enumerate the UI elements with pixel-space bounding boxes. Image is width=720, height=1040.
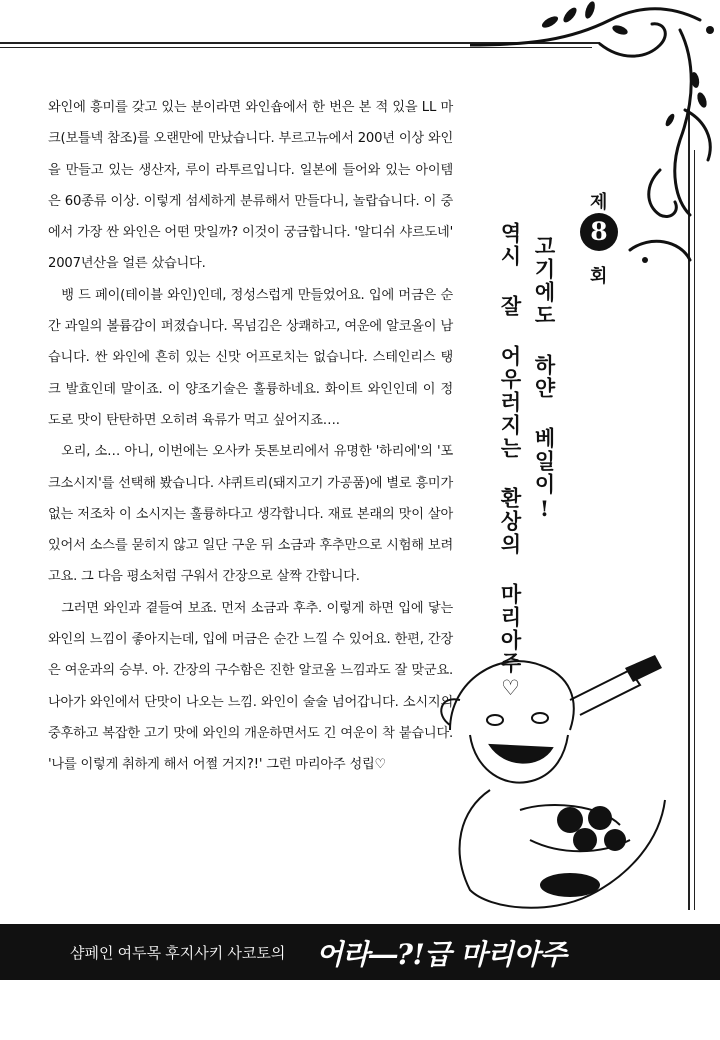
- banner-prefix: 샴페인 여두목 후지사키 사코토의: [70, 945, 286, 962]
- episode-number-badge: 8: [580, 213, 618, 251]
- banner-title: 어라―?!급 마리아주: [316, 938, 567, 971]
- article-paragraph: 뱅 드 페이(테이블 와인)인데, 정성스럽게 만들었어요. 입에 머금은 순간 과일의 볼륨감이 퍼졌습니다. 목넘김은 상쾌하고, 여운에 알코올이 남습니다. 싼 와인에 흔히 있는 신맛 어프로치는 없습니다. 스테인리스 탱크 발효인데 말이죠. 이 양조기술은 훌륭하네요. 화이트 와인인데 이 정도로 맛이 탄탄하면 오히려 육류가 먹고 싶어지죠….: [48, 287, 453, 428]
- character-illustration: [430, 640, 690, 920]
- heading-line-2: 역시 잘 어우러지는 환상의 마리아주♡: [498, 222, 523, 702]
- article-body: [48, 92, 453, 781]
- episode-prefix: 제: [590, 192, 608, 213]
- article-paragraph: 그러면 와인과 곁들여 보죠. 먼저 소금과 후추. 이렇게 하면 입에 닿는 와인의 느낌이 좋아지는데, 입에 머금은 순간 느낄 수 있어요. 한편, 간장은 여운과의 승부. 아. 간장의 구수함은 진한 알코올 느낌과도 잘 맞군요. 나아가 와인에서 단맛이 나오는 느낌. 와인이 술술 넘어갑니다. 소시지의 중후하고 복잡한 고기 맛에 와인의 개운하면서도 긴 여운이 착 붙습니다. '나를 이렇게 취하게 해서 어쩔 거지?!' 그런 마리아주 성립♡: [48, 600, 453, 773]
- article-paragraph: 와인에 흥미를 갖고 있는 분이라면 와인숍에서 한 번은 본 적 있을 LL 마크(보틀넥 참조)를 오랜만에 만났습니다. 부르고뉴에서 200년 이상 와인을 만들고 있는 생산자, 루이 라투르입니다. 일본에 들어와 있는 아이템은 60종류 이상. 이렇게 섬세하게 분류해서 만들다니, 놀랍습니다. 이 중에서 가장 싼 와인은 어떤 맛일까? 이것이 궁금합니다. '알디쉬 샤르도네' 2007년산을 얼른 샀습니다.: [48, 100, 453, 272]
- series-banner: [0, 924, 720, 980]
- episode-suffix: 회: [590, 266, 608, 287]
- article-paragraph: 오리, 소… 아니, 이번에는 오사카 돗톤보리에서 유명한 '하리에'의 '포크소시지'를 선택해 봤습니다. 샤퀴트리(돼지고기 가공품)에 별로 흥미가 없는 저조차 이 소시지는 훌륭하다고 생각합니다. 재료 본래의 맛이 살아 있어서 소스를 묻히지 않고 일단 구운 뒤 소금과 후추만으로 시험해 보려고요. 그 다음 평소처럼 구워서 간장으로 살짝 간합니다.: [48, 444, 453, 585]
- heading-line-1: 고기에도 하얀 베일이!: [532, 235, 557, 523]
